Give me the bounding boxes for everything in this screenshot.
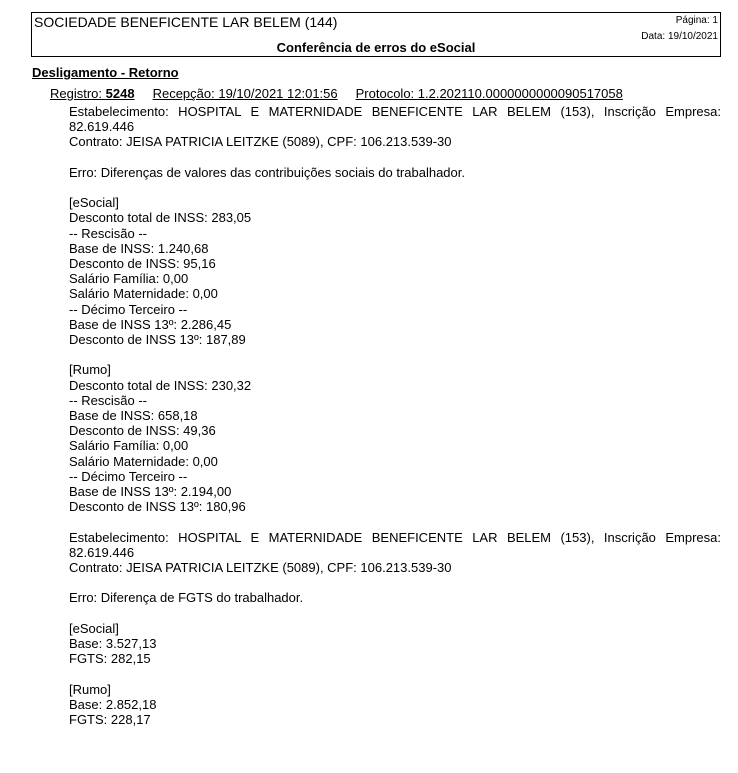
erro-line: Erro: Diferença de FGTS do trabalhador. bbox=[69, 590, 304, 606]
value-line: [Rumo] bbox=[69, 362, 111, 378]
report-header bbox=[31, 12, 721, 57]
contrato-line: Contrato: JEISA PATRICIA LEITZKE (5089), CPF: 106.213.539-30 bbox=[69, 560, 452, 576]
value-line: [eSocial] bbox=[69, 620, 119, 636]
value-line: Desconto de INSS 13º: 180,96 bbox=[69, 499, 246, 515]
value-line: Desconto de INSS: 95,16 bbox=[69, 256, 216, 271]
value-line: Desconto de INSS 13º: 187,89 bbox=[69, 332, 246, 348]
value-line: Base de INSS: 1.240,68 bbox=[69, 240, 209, 256]
erro-line: Erro: Diferenças de valores das contribuições sociais do trabalhador. bbox=[69, 164, 465, 180]
value-line: [Rumo] bbox=[69, 681, 111, 697]
esocial-values bbox=[69, 195, 721, 347]
registro-number: 5248 bbox=[105, 86, 135, 101]
value-line: Base de INSS: 658,18 bbox=[69, 408, 198, 424]
value-line: -- Rescisão -- bbox=[69, 392, 148, 408]
value-line: -- Décimo Terceiro -- bbox=[69, 301, 188, 317]
value-line: Base de INSS 13º: 2.194,00 bbox=[69, 484, 232, 500]
esocial-values bbox=[69, 621, 721, 667]
report-title: Conferência de erros do eSocial bbox=[276, 40, 476, 55]
page-number: Página: 1 bbox=[675, 15, 718, 26]
value-line: Salário Família: 0,00 bbox=[69, 438, 189, 454]
company-name: SOCIEDADE BENEFICENTE LAR BELEM (144) bbox=[34, 14, 338, 30]
estabelecimento-line: Estabelecimento: HOSPITAL E MATERNIDADE BENEFICENTE LAR BELEM (153), Inscrição Empresa: 82.619.446 bbox=[69, 529, 721, 560]
value-line: Salário Família: 0,00 bbox=[69, 271, 189, 287]
value-line: [eSocial] bbox=[69, 195, 119, 211]
estabelecimento-line: Estabelecimento: HOSPITAL E MATERNIDADE BENEFICENTE LAR BELEM (153), Inscrição Empresa: 82.619.446 bbox=[69, 104, 721, 135]
value-line: Base: 3.527,13 bbox=[69, 636, 157, 652]
value-line: FGTS: 228,17 bbox=[69, 712, 151, 728]
value-line: -- Décimo Terceiro -- bbox=[69, 468, 188, 484]
contrato-line: Contrato: JEISA PATRICIA LEITZKE (5089), CPF: 106.213.539-30 bbox=[69, 134, 452, 150]
protocolo-info: Protocolo: 1.2.202110.0000000000090517058 bbox=[355, 86, 623, 101]
value-line: Base: 2.852,18 bbox=[69, 696, 157, 712]
value-line: Desconto total de INSS: 230,32 bbox=[69, 377, 252, 393]
value-line: Base de INSS 13º: 2.286,45 bbox=[69, 316, 232, 332]
rumo-values bbox=[69, 682, 721, 728]
error-content bbox=[69, 104, 721, 727]
value-line: -- Rescisão -- bbox=[69, 225, 148, 241]
value-line: FGTS: 282,15 bbox=[69, 651, 151, 667]
rumo-values bbox=[69, 362, 721, 514]
value-line: Desconto total de INSS: 283,05 bbox=[69, 210, 252, 226]
value-line: Salário Maternidade: 0,00 bbox=[69, 286, 218, 302]
report-date: Data: 19/10/2021 bbox=[641, 31, 718, 42]
value-line: Salário Maternidade: 0,00 bbox=[69, 453, 218, 469]
recepcao-info: Recepção: 19/10/2021 12:01:56 bbox=[152, 86, 338, 101]
registro-line bbox=[50, 86, 623, 101]
section-title: Desligamento - Retorno bbox=[32, 65, 179, 80]
value-line: Desconto de INSS: 49,36 bbox=[69, 423, 216, 439]
registro-label: Registro: bbox=[50, 86, 103, 101]
